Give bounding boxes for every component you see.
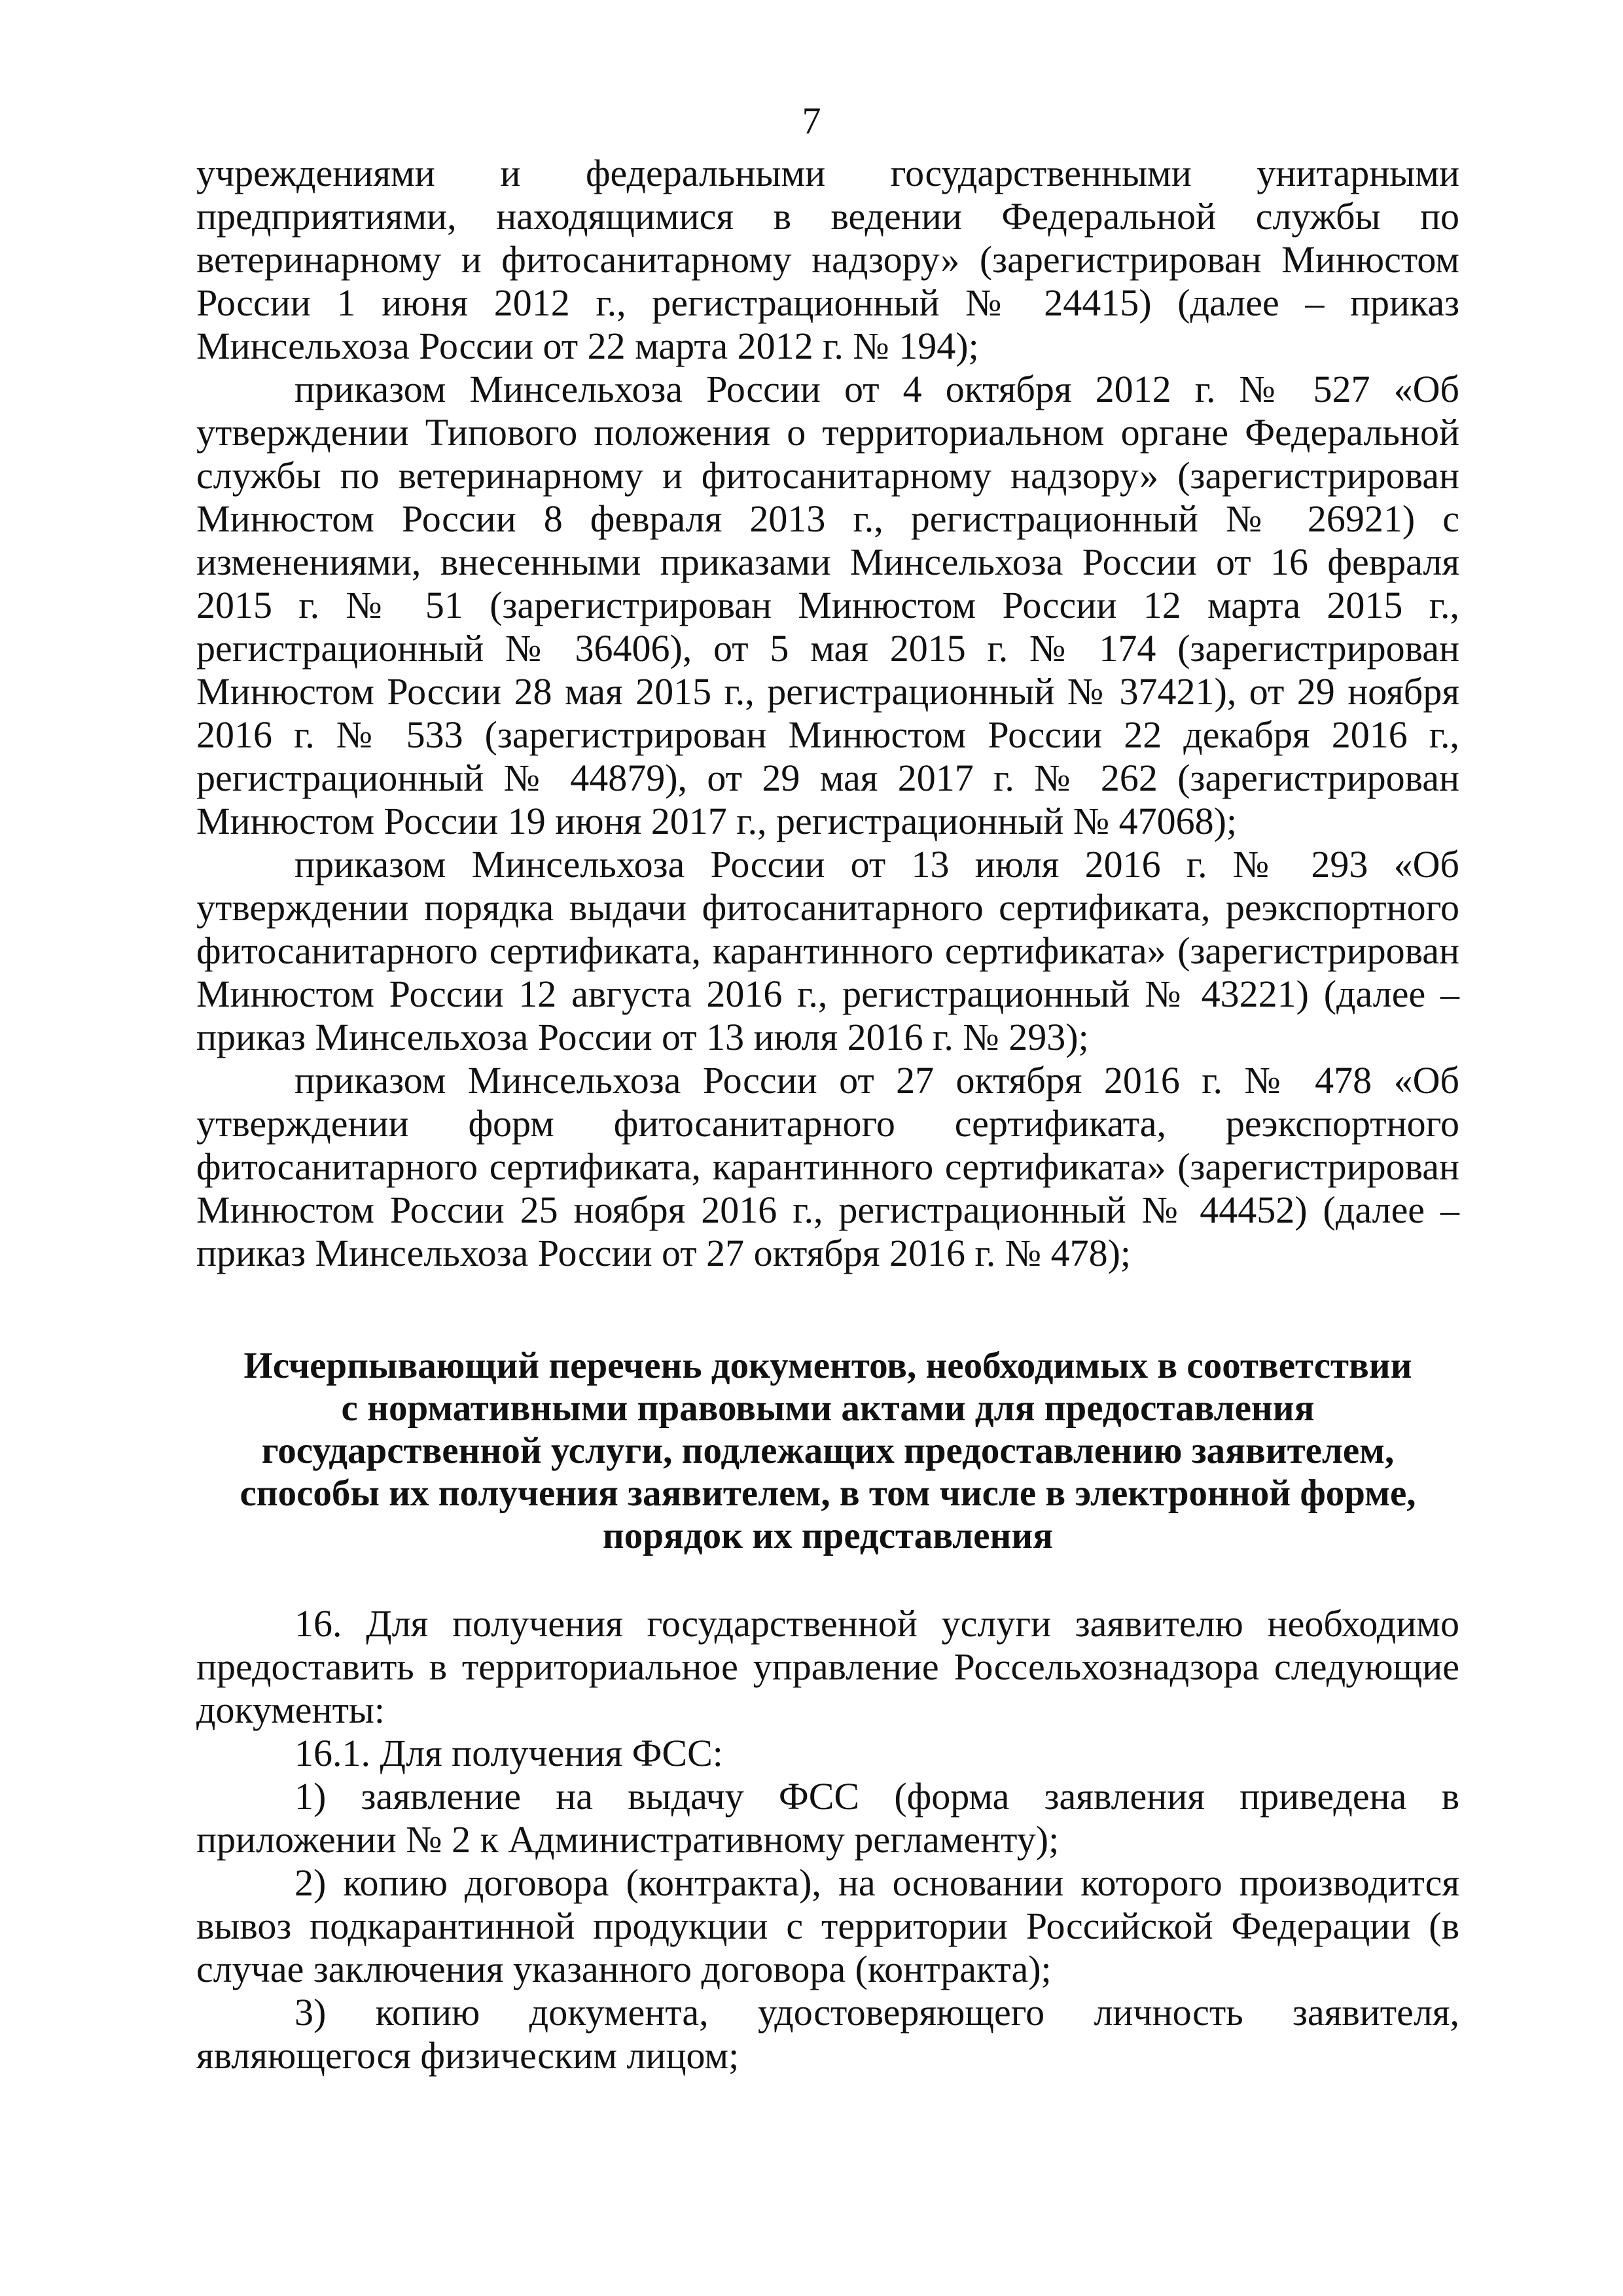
paragraph-order-293: приказом Минсельхоза России от 13 июля 2016 г. № 293 «Об утверждении порядка выдачи фитосанитарного сертификата, реэкспортного фитосанитарного сертификата, карантинного сертификата» (зарегистрирован Минюстом России 12 августа 2016 г., регистрационный № 43221) (далее – приказ Минсельхоза России от 13 июля 2016 г. № 293); [196, 843, 1459, 1058]
heading-line: государственной услуги, подлежащих предоставлению заявителем, [261, 1430, 1395, 1471]
paragraph-16-1: 16.1. Для получения ФСС: [294, 1732, 723, 1774]
body-text-bottom [196, 1602, 1459, 2077]
heading-line: порядок их представления [602, 1515, 1054, 1556]
page-number: 7 [802, 99, 821, 142]
paragraph-order-478: приказом Минсельхоза России от 27 октября 2016 г. № 478 «Об утверждении форм фитосанитарного сертификата, реэкспортного фитосанитарного сертификата, карантинного сертификата» (зарегистрирован Минюстом России 25 ноября 2016 г., регистрационный № 44452) (далее – приказ Минсельхоза России от 27 октября 2016 г. № 478); [196, 1059, 1459, 1274]
heading-line: Исчерпывающий перечень документов, необходимых в соответствии [243, 1345, 1412, 1386]
list-item-1: 1) заявление на выдачу ФСС (форма заявления приведена в приложении № 2 к Административному регламенту); [196, 1775, 1459, 1861]
section-heading [196, 1344, 1459, 1557]
paragraph-16: 16. Для получения государственной услуги заявителю необходимо предоставить в территориальное управление Россельхознадзора следующие документы: [196, 1602, 1459, 1731]
heading-line: с нормативными правовыми актами для предоставления [341, 1388, 1315, 1429]
paragraph-order-527: приказом Минсельхоза России от 4 октября 2012 г. № 527 «Об утверждении Типового положения о территориальном органе Федеральной службы по ветеринарному и фитосанитарному надзору» (зарегистрирован Минюстом России 8 февраля 2013 г., регистрационный № 26921) с изменениями, внесенными приказами Минсельхоза России от 16 февраля 2015 г. № 51 (зарегистрирован Минюстом России 12 марта 2015 г., регистрационный № 36406), от 5 мая 2015 г. № 174 (зарегистрирован Минюстом России 28 мая 2015 г., регистрационный № 37421), от 29 ноября 2016 г. № 533 (зарегистрирован Минюстом России 22 декабря 2016 г., регистрационный № 44879), от 29 мая 2017 г. № 262 (зарегистрирован Минюстом России 19 июня 2017 г., регистрационный № 47068); [196, 368, 1459, 842]
list-item-2: 2) копию договора (контракта), на основании которого производится вывоз подкарантинной продукции с территории Российской Федерации (в случае заключения указанного договора (контракта); [196, 1861, 1459, 1990]
heading-line: способы их получения заявителем, в том числе в электронной форме, [240, 1473, 1416, 1514]
paragraph-continuation: учреждениями и федеральными государственными унитарными предприятиями, находящимися в ведении Федеральной службы по ветеринарному и фитосанитарному надзору» (зарегистрирован Минюстом России 1 июня 2012 г., регистрационный № 24415) (далее – приказ Минсельхоза России от 22 марта 2012 г. № 194); [196, 152, 1459, 367]
body-text-top [196, 152, 1459, 1275]
list-item-3: 3) копию документа, удостоверяющего личность заявителя, являющегося физическим лицом; [196, 1991, 1459, 2077]
